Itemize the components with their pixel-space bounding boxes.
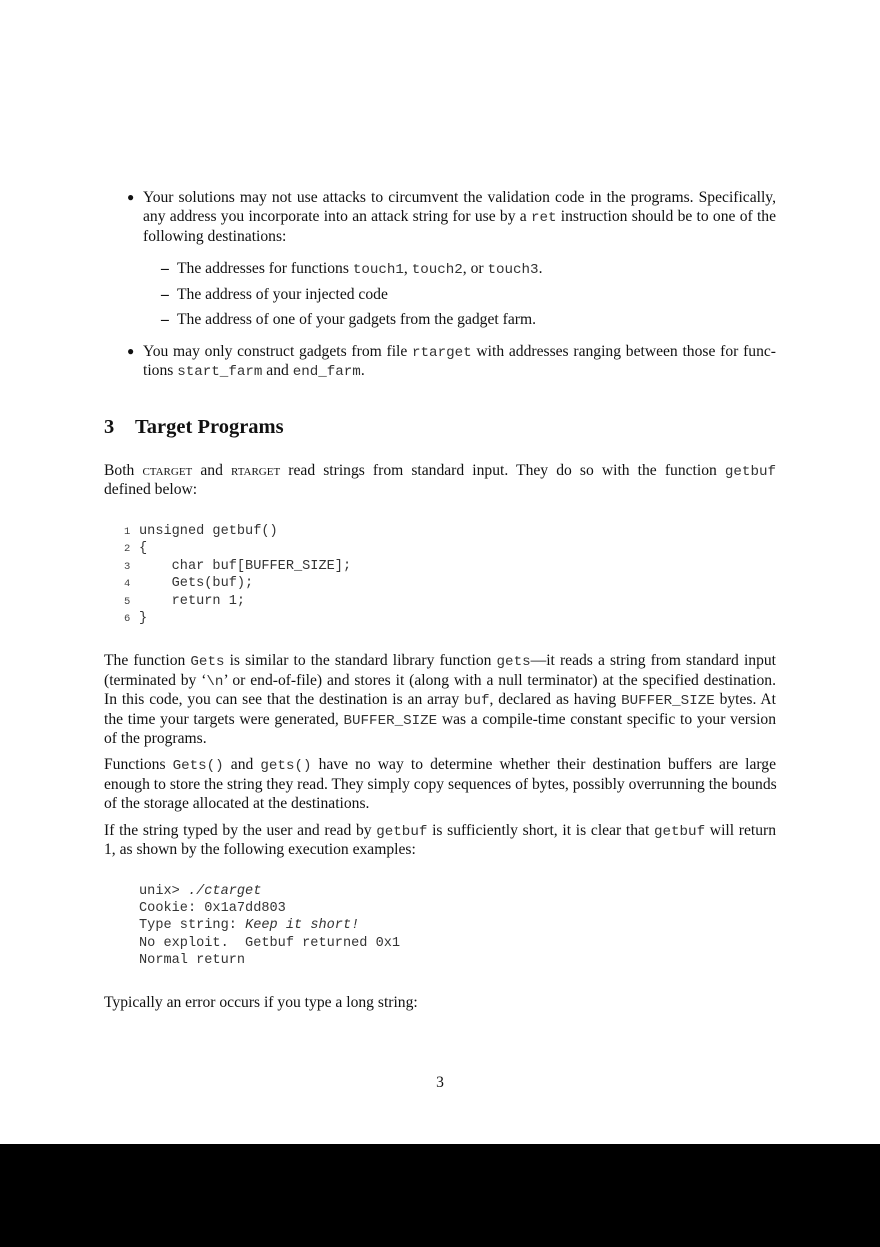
text-run: 1, as shown by the following execution examples: bbox=[104, 841, 416, 858]
text-run: The address of your injected code bbox=[177, 286, 388, 303]
inline-code: getbuf bbox=[724, 464, 776, 480]
text-run: defined below: bbox=[104, 481, 198, 498]
text-run: was a compile-time constant specific to your version bbox=[437, 711, 776, 728]
terminal-line bbox=[139, 935, 400, 952]
code-line bbox=[124, 540, 147, 558]
text-line bbox=[104, 993, 418, 1013]
line-number: 4 bbox=[124, 578, 131, 590]
code-text: unsigned getbuf() bbox=[139, 524, 278, 539]
inline-code: Gets bbox=[190, 654, 225, 670]
inline-code: end_farm bbox=[292, 364, 361, 380]
line-number: 2 bbox=[124, 543, 131, 555]
text-run: of the storage allocated at the destinations. bbox=[104, 795, 370, 812]
text-line bbox=[143, 227, 286, 247]
text-run: Keep it short! bbox=[245, 918, 360, 933]
text-line bbox=[143, 207, 776, 229]
text-line bbox=[143, 188, 776, 208]
text-run: any address you incorporate into an attack string for use by a bbox=[143, 208, 531, 225]
code-text: Gets(buf); bbox=[139, 576, 254, 591]
page-number: 3 bbox=[436, 1074, 444, 1091]
terminal-line bbox=[139, 952, 245, 969]
inline-code: buf bbox=[464, 693, 490, 709]
terminal-line bbox=[139, 917, 359, 934]
bullet-icon: ● bbox=[127, 344, 135, 358]
line-number: 3 bbox=[124, 561, 131, 573]
text-run: ./ctarget bbox=[187, 884, 262, 899]
inline-code: BUFFER_SIZE bbox=[343, 713, 438, 729]
terminal-line bbox=[139, 883, 261, 900]
text-run: Your solutions may not use attacks to circumvent the validation code in the programs. Specifically, bbox=[143, 189, 776, 206]
text-run: Normal return bbox=[139, 953, 246, 968]
text-run: is sufficiently short, it is clear that bbox=[427, 822, 654, 839]
text-run: following destinations: bbox=[143, 228, 287, 245]
code-line bbox=[124, 575, 253, 593]
text-run: enough to store the string they read. They simply copy sequences of bytes, possibly overrunning the bounds bbox=[104, 776, 777, 793]
text-run: . bbox=[360, 362, 365, 379]
inline-code: start_farm bbox=[177, 364, 263, 380]
code-text: return 1; bbox=[139, 594, 246, 609]
text-run: the time your targets were generated, bbox=[104, 711, 344, 728]
text-run: The addresses for functions bbox=[177, 260, 353, 277]
inline-code: touch2 bbox=[411, 262, 463, 278]
text-run: , bbox=[403, 260, 412, 277]
inline-code: rtarget bbox=[412, 345, 472, 361]
text-run: of the programs. bbox=[104, 730, 207, 747]
program-name: ctarget bbox=[142, 463, 193, 479]
text-run: will return bbox=[705, 822, 777, 839]
text-run: Type string: bbox=[139, 918, 246, 933]
inline-code: Gets() bbox=[172, 758, 224, 774]
section-number: 3 bbox=[104, 416, 115, 438]
text-run: In this code, you can see that the destination is an array bbox=[104, 691, 464, 708]
inline-code: getbuf bbox=[376, 824, 428, 840]
text-line bbox=[104, 755, 776, 777]
code-text: } bbox=[139, 611, 148, 626]
inline-code: touch1 bbox=[352, 262, 404, 278]
section-heading bbox=[104, 414, 284, 440]
code-line bbox=[124, 523, 278, 541]
text-line bbox=[104, 775, 776, 795]
inline-code: touch3 bbox=[487, 262, 539, 278]
text-run: Functions bbox=[104, 756, 173, 773]
dash-icon: – bbox=[161, 311, 169, 328]
text-run: and bbox=[223, 756, 261, 773]
viewer-black-margin bbox=[0, 1144, 880, 1247]
program-name: rtarget bbox=[231, 463, 281, 479]
text-run: No exploit. Getbuf returned 0x1 bbox=[139, 936, 401, 951]
inline-code: \n bbox=[206, 674, 224, 690]
terminal-line bbox=[139, 900, 286, 917]
inline-code: BUFFER_SIZE bbox=[621, 693, 715, 709]
text-line bbox=[104, 794, 369, 814]
text-line bbox=[104, 480, 197, 500]
text-run: Both bbox=[104, 462, 143, 479]
text-run: . bbox=[538, 260, 543, 277]
text-run: The function bbox=[104, 652, 191, 669]
text-run: The address of one of your gadgets from the gadget farm. bbox=[177, 311, 536, 328]
text-run: bytes. At bbox=[714, 691, 776, 708]
code-text: { bbox=[139, 541, 148, 556]
text-run: with addresses ranging between those for func- bbox=[471, 343, 776, 360]
bullet-icon: ● bbox=[127, 190, 135, 204]
inline-code: ret bbox=[530, 210, 557, 226]
text-run: ’ or end-of-file) and stores it (along with a null terminator) at the specified destination. bbox=[223, 672, 776, 689]
text-run: Cookie: 0x1a7dd803 bbox=[139, 901, 286, 916]
text-line bbox=[104, 690, 776, 712]
code-line bbox=[124, 593, 245, 611]
text-run: and bbox=[192, 462, 232, 479]
line-number: 6 bbox=[124, 613, 131, 625]
inline-code: getbuf bbox=[654, 824, 706, 840]
text-line bbox=[104, 729, 207, 749]
text-run: tions bbox=[143, 362, 178, 379]
line-number: 1 bbox=[124, 526, 131, 538]
section-title: Target Programs bbox=[135, 416, 284, 438]
code-text: char buf[BUFFER_SIZE]; bbox=[139, 559, 352, 574]
text-line bbox=[143, 361, 365, 383]
text-run: Typically an error occurs if you type a long string: bbox=[104, 994, 418, 1011]
sub-bullet-item bbox=[177, 285, 388, 305]
text-run: read strings from standard input. They do so with the function bbox=[280, 462, 725, 479]
text-run: instruction should be to one of the bbox=[556, 208, 776, 225]
text-line bbox=[104, 461, 776, 483]
text-run: have no way to determine whether their destination buffers are large bbox=[311, 756, 776, 773]
sub-bullet-item bbox=[177, 310, 536, 330]
code-line bbox=[124, 558, 351, 576]
text-run: unix> bbox=[139, 884, 188, 899]
text-run: —it reads a string from standard input bbox=[530, 652, 777, 669]
sub-bullet-item bbox=[177, 259, 542, 281]
text-run: You may only construct gadgets from file bbox=[143, 343, 413, 360]
line-number: 5 bbox=[124, 596, 131, 608]
text-run: and bbox=[262, 362, 293, 379]
code-line bbox=[124, 610, 147, 628]
text-run: If the string typed by the user and read by bbox=[104, 822, 377, 839]
dash-icon: – bbox=[161, 286, 169, 303]
text-line bbox=[104, 840, 416, 860]
text-line bbox=[104, 651, 776, 673]
text-run: is similar to the standard library function bbox=[224, 652, 497, 669]
text-run: (terminated by ‘ bbox=[104, 672, 207, 689]
inline-code: gets() bbox=[260, 758, 312, 774]
dash-icon: – bbox=[161, 260, 169, 277]
text-run: , or bbox=[462, 260, 488, 277]
inline-code: gets bbox=[496, 654, 531, 670]
text-run: , declared as having bbox=[489, 691, 622, 708]
